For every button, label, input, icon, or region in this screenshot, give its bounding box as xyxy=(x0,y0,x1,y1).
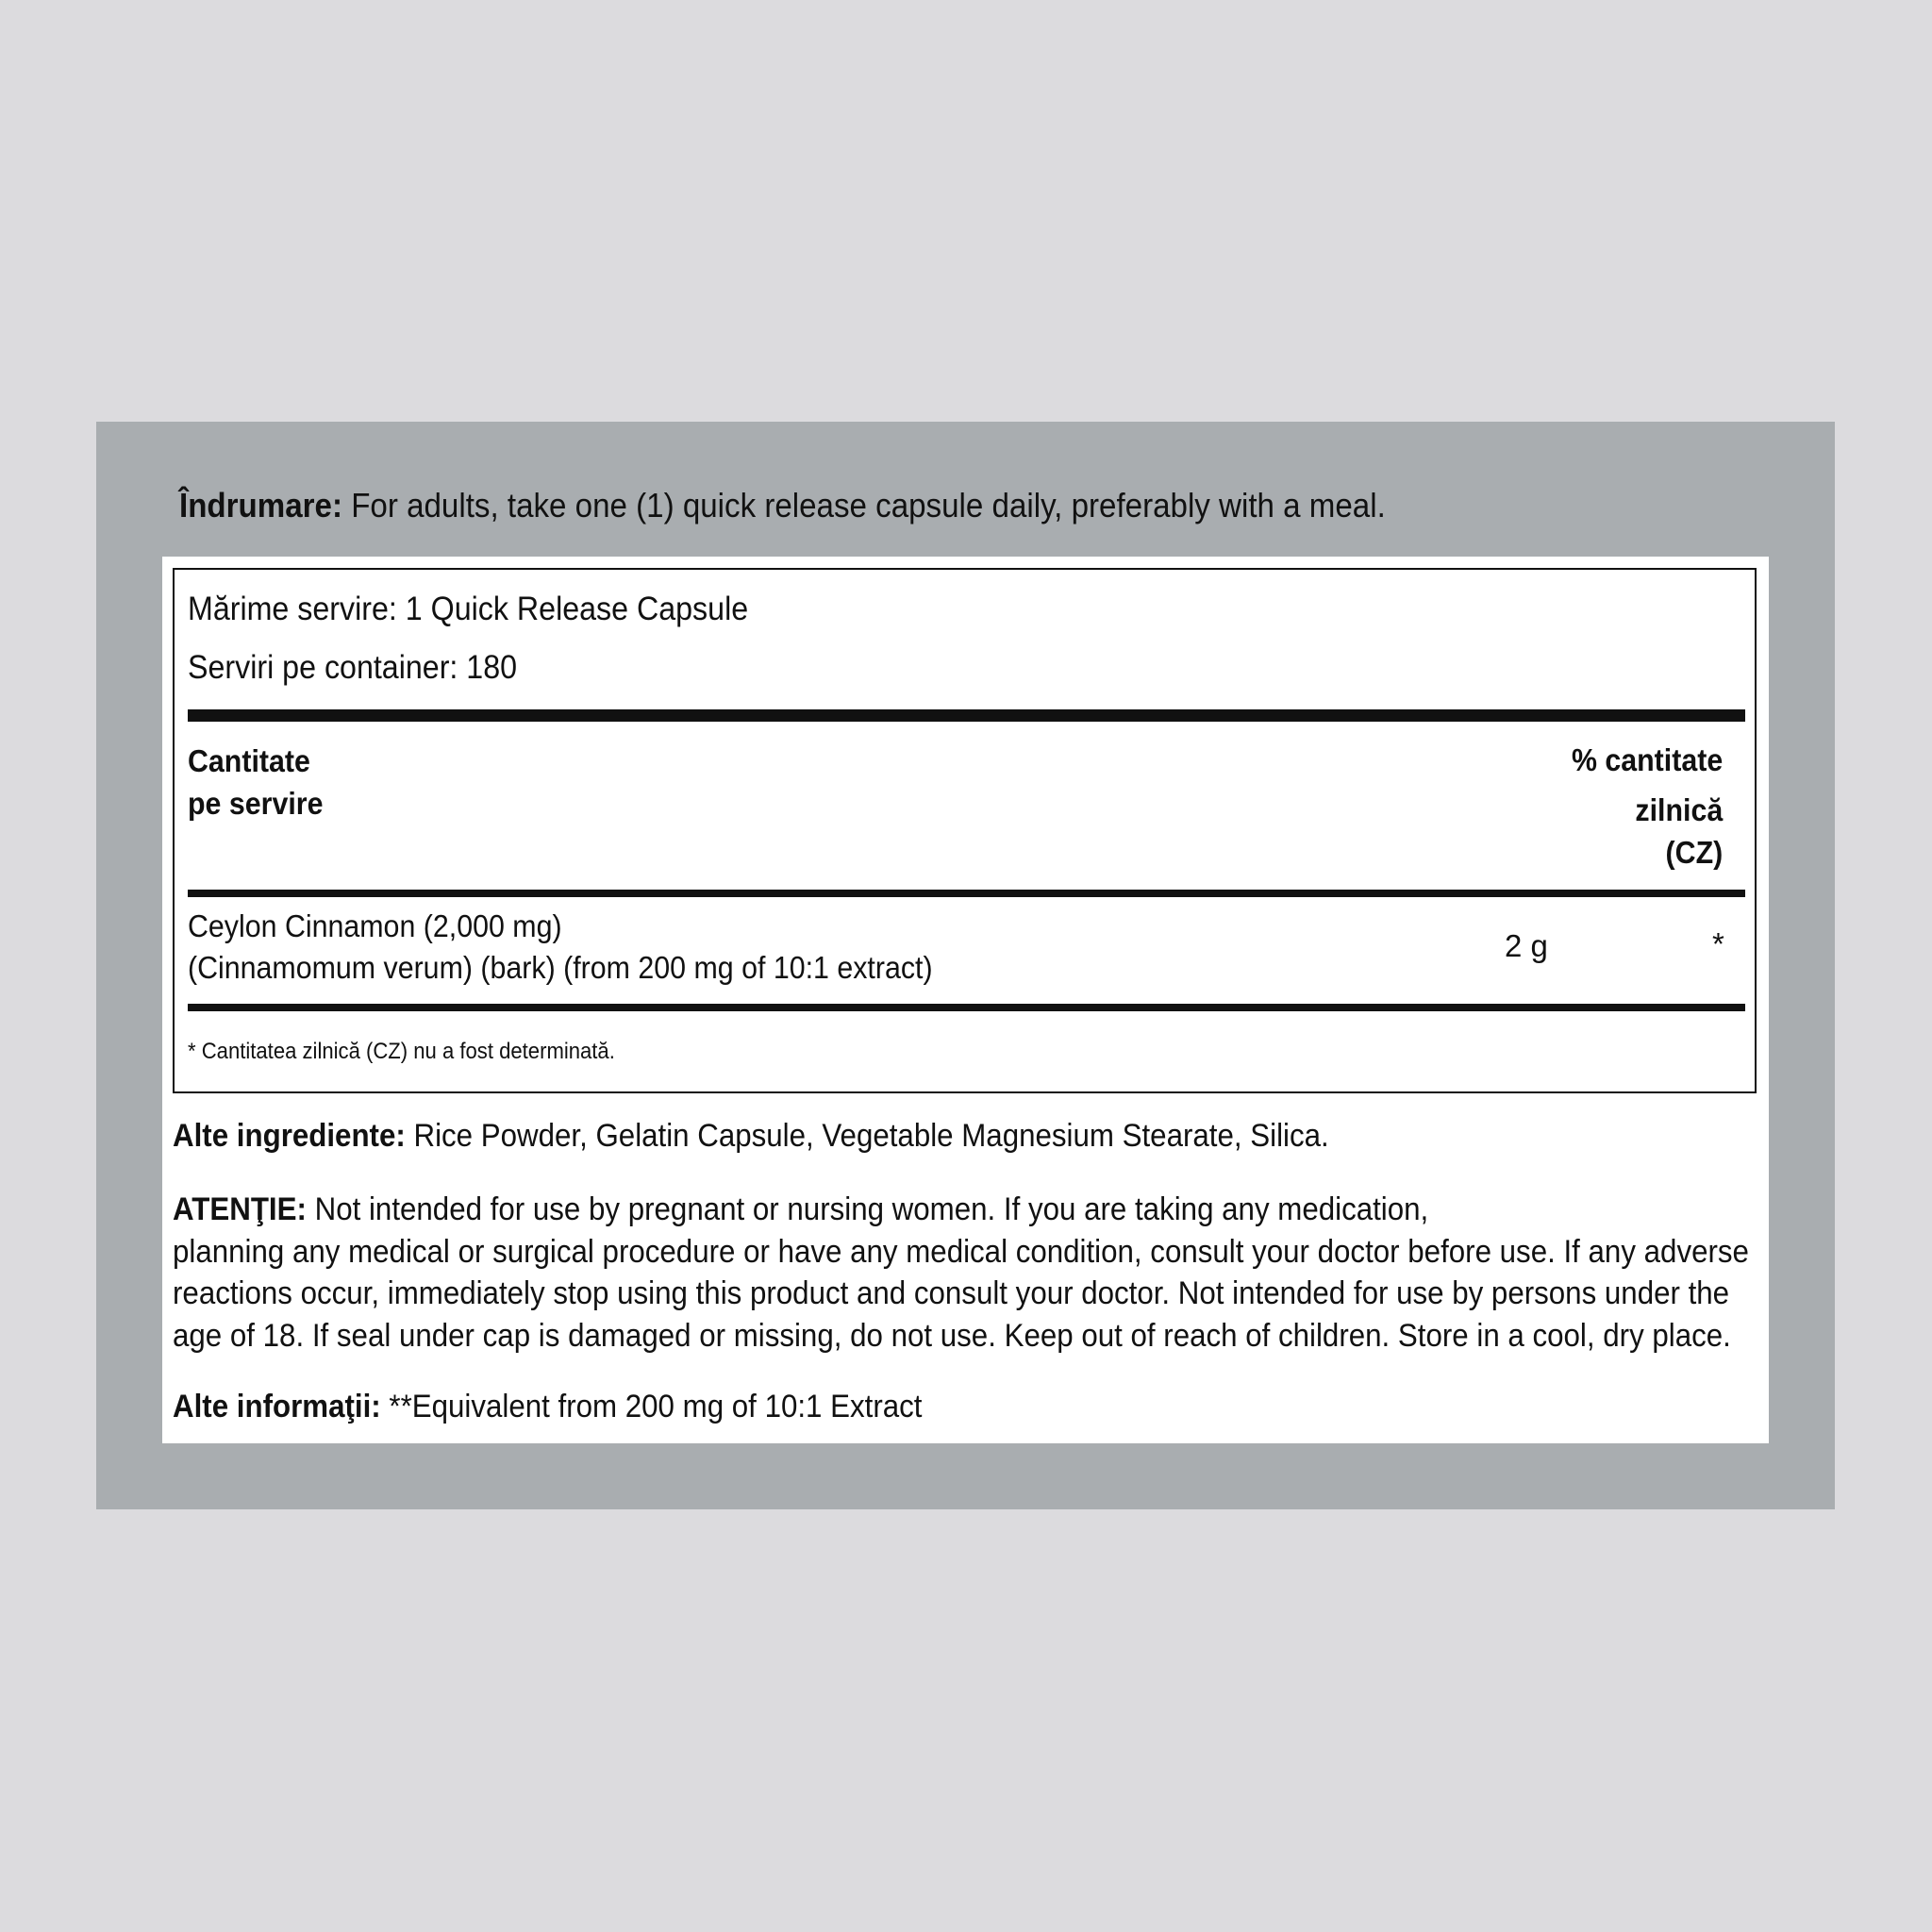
footnote: * Cantitatea zilnică (CZ) nu a fost determinată. xyxy=(188,1039,615,1064)
medium-divider xyxy=(188,890,1745,897)
other-info xyxy=(173,1386,922,1428)
directions-text: For adults, take one (1) quick release capsule daily, preferably with a meal. xyxy=(342,486,1386,525)
header-right-line2: zilnică xyxy=(1635,792,1723,827)
header-left-line1: Cantitate xyxy=(188,743,310,778)
other-info-label: Alte informaţii: xyxy=(173,1389,381,1424)
header-right-line1: % cantitate xyxy=(1571,742,1723,777)
warning-line2: planning any medical or surgical procedure or have any medical condition, consult your doctor before use. If any adverse xyxy=(173,1233,1749,1270)
other-ingredients xyxy=(173,1115,1329,1158)
serving-size: Mărime servire: 1 Quick Release Capsule xyxy=(188,591,749,627)
amount-per-serving-header xyxy=(188,740,323,824)
thick-divider xyxy=(188,709,1745,722)
directions-label: Îndrumare: xyxy=(179,486,343,525)
other-info-text: **Equivalent from 200 mg of 10:1 Extract xyxy=(380,1389,923,1424)
nutrient-name: Ceylon Cinnamon (2,000 mg) xyxy=(188,908,562,943)
table-row xyxy=(188,906,933,989)
servings-per-container: Serviri pe container: 180 xyxy=(188,649,518,686)
warning-line1: Not intended for use by pregnant or nursing women. If you are taking any medication, xyxy=(306,1191,1429,1227)
daily-value-header xyxy=(1572,735,1723,877)
warning-line3: reactions occur, immediately stop using this product and consult your doctor. Not intended for use by persons under the xyxy=(173,1275,1730,1311)
directions xyxy=(179,483,1386,528)
warning xyxy=(173,1189,1749,1357)
warning-label: ATENŢIE: xyxy=(173,1191,307,1227)
other-ingredients-text: Rice Powder, Gelatin Capsule, Vegetable Magnesium Stearate, Silica. xyxy=(405,1118,1329,1154)
warning-line4: age of 18. If seal under cap is damaged or missing, do not use. Keep out of reach of children. Store in a cool, dry place. xyxy=(173,1317,1731,1354)
nutrient-daily-value: * xyxy=(1712,926,1724,961)
other-ingredients-label: Alte ingrediente: xyxy=(173,1118,406,1154)
supplement-facts-box xyxy=(173,568,1757,1093)
header-left-line2: pe servire xyxy=(188,786,324,821)
nutrient-source: (Cinnamomum verum) (bark) (from 200 mg of 10:1 extract) xyxy=(188,950,933,985)
header-right-line3: (CZ) xyxy=(1665,835,1723,870)
medium-divider-bottom xyxy=(188,1004,1745,1011)
nutrient-amount: 2 g xyxy=(1505,928,1548,963)
